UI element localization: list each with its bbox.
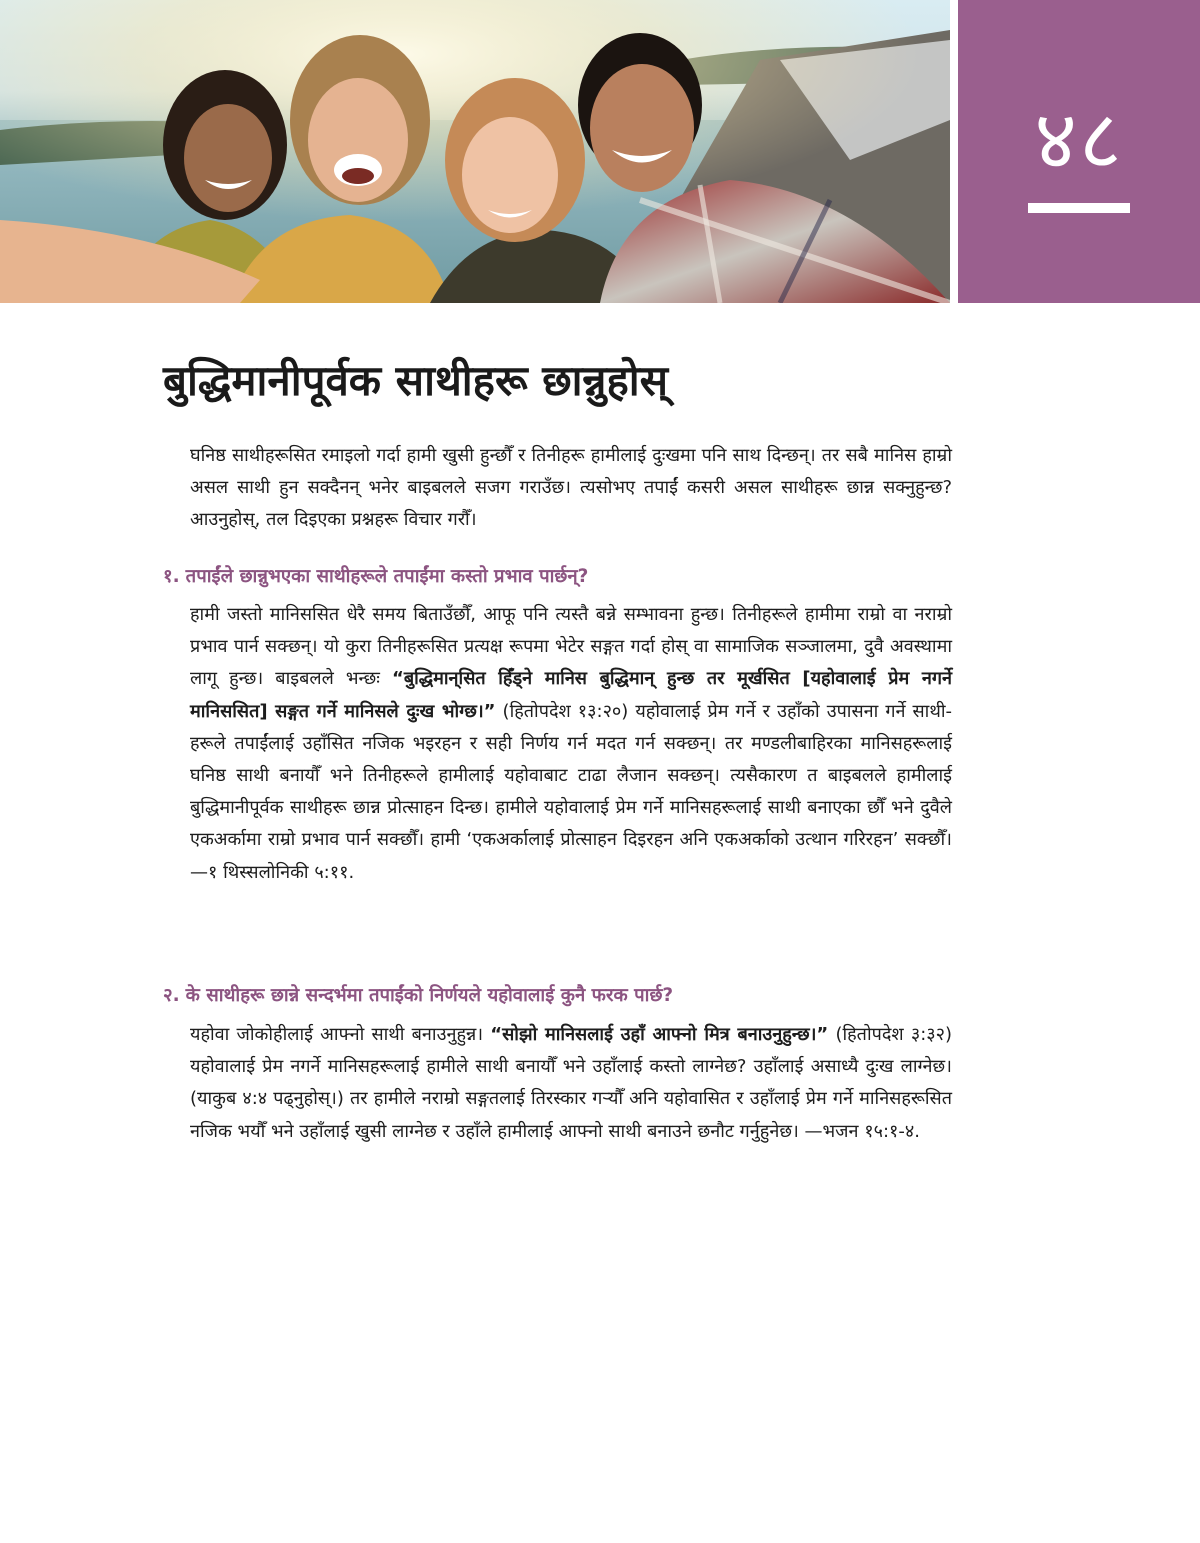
hero-photo-illustration	[0, 0, 950, 303]
question-2-number: २.	[163, 985, 180, 1006]
page-title: बुद्धिमानीपूर्वक साथीहरू छान्नुहोस्	[163, 356, 669, 405]
intro-paragraph: घनिष्ठ साथीहरूसित रमाइलो गर्दा हामी खुसी हुन्छौँ र तिनीहरू हामीलाई दुःखमा पनि साथ दिन्छन्। तर सबै मानिस हाम्रो असल साथी हुन सक्दैनन् भनेर बाइबलले सजग गराउँछ। त्यसोभए तपाईं कसरी असल साथीहरू छान्न सक्नुहुन्छ? आउनुहोस्, तल दिइएका प्रश्नहरू विचार गरौँ।	[190, 445, 952, 531]
section-1-text-after: (हितोपदेश १३:२०) यहोवालाई प्रेम गर्ने र उहाँको उपासना गर्ने साथीहरूले तपाईंलाई उहाँसित नजिक भइरहन र सही निर्णय गर्न मदत गर्न सक्छन्। तर मण्डलीबाहिरका मानिसहरूलाई घनिष्ठ साथी बनायौँ भने तिनीहरूले हामीलाई यहोवाबाट टाढा लैजान सक्छन्। त्यसैकारण त बाइबलले हामीलाई बुद्धिमानीपूर्वक साथीहरू छान्न प्रोत्साहन दिन्छ। हामीले यहोवालाई प्रेम गर्ने मानिसहरूलाई साथी बनाएका छौँ भने दुवैले एकअर्कामा राम्रो प्रभाव पार्न सक्छौँ। हामी ‘एकअर्कालाई प्रोत्साहन दिइरहन अनि एकअर्काको उत्थान गरिरहन’ सक्छौँ। —१ थिस्सलोनिकी ५:११.	[190, 700, 952, 883]
hero-photo	[0, 0, 950, 303]
question-2-text: के साथीहरू छान्ने सन्दर्भमा तपाईंको निर्णयले यहोवालाई कुनै फरक पार्छ?	[185, 985, 674, 1006]
question-1-text: तपाईंले छान्नुभएका साथीहरूले तपाईंमा कस्तो प्रभाव पार्छन्?	[185, 566, 589, 587]
lesson-number: ४८	[1034, 93, 1124, 188]
question-1	[163, 565, 963, 589]
section-2-paragraph	[190, 1019, 952, 1148]
section-1-text-before: हामी जस्तो मानिससित धेरै समय बिताउँछौँ, आफू पनि त्यस्तै बन्ने सम्भावना हुन्छ। तिनीहरूले हामीमा राम्रो वा नराम्रो प्रभाव पार्न सक्छन्। यो कुरा तिनीहरूसित प्रत्यक्ष रूपमा भेटेर सङ्गत गर्दा होस् वा सामाजिक सञ्जालमा, दुवै अवस्थामा लागू हुन्छ। बाइबलले भन्छः	[190, 604, 952, 690]
question-2	[163, 984, 963, 1008]
question-1-number: १.	[163, 566, 180, 587]
lesson-number-underline	[1028, 203, 1130, 213]
section-2-text-after: (हितोपदेश ३:३२) यहोवालाई प्रेम नगर्ने मानिसहरूलाई हामीले साथी बनायौँ भने उहाँलाई कस्तो लाग्नेछ? उहाँलाई असाध्यै दुःख लाग्नेछ। (याकुब ४:४ पढ्नुहोस्।) तर हामीले नराम्रो सङ्गतलाई तिरस्कार गर्‍यौँ अनि यहोवासित र उहाँलाई प्रेम गर्ने मानिसहरूसित नजिक भयौँ भने उहाँलाई खुसी लाग्नेछ र उहाँले हामीलाई आफ्नो साथी बनाउने छनौट गर्नुहुनेछ। —भजन १५:१-४.	[190, 1024, 953, 1142]
section-1-paragraph	[190, 599, 952, 889]
section-1-scripture-quote: “बुद्धिमान्‌सित हिँड्‌ने मानिस बुद्धिमान् हुन्छ तर मूर्खसित [यहोवालाई प्रेम नगर्ने मानिससित] सङ्गत गर्ने मानिसले दुःख भोग्छ।”	[190, 668, 952, 722]
section-2-text-before: यहोवा जोकोहीलाई आफ्नो साथी बनाउनुहुन्न।	[190, 1024, 491, 1045]
lesson-number-badge	[958, 0, 1200, 303]
section-2-scripture-quote: “सोझो मानिसलाई उहाँ आफ्नो मित्र बनाउनुहुन्छ।”	[490, 1024, 829, 1045]
